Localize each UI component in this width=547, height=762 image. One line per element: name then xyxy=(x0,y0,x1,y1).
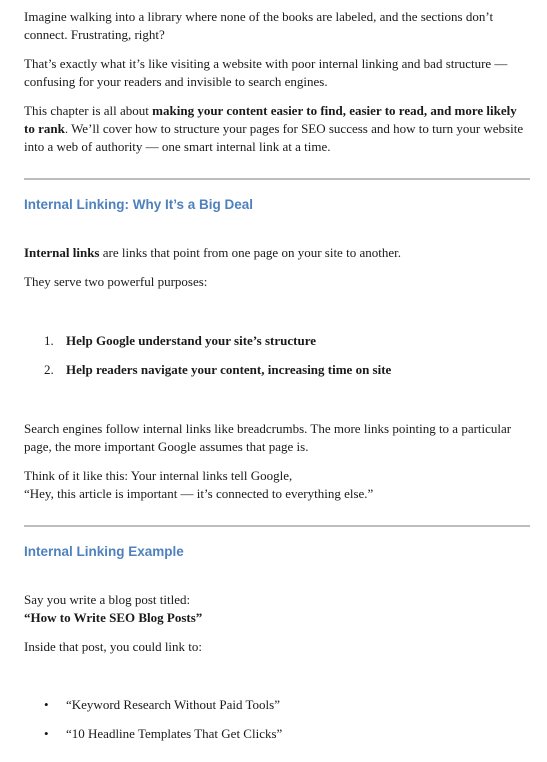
list-item xyxy=(24,725,524,743)
blog-post-title: “How to Write SEO Blog Posts” xyxy=(24,610,203,625)
say-paragraph xyxy=(24,591,524,627)
definition-text: are links that point from one page on your site to another. xyxy=(99,245,401,260)
think-line-2: “Hey, this article is important — it’s connected to everything else.” xyxy=(24,486,374,501)
list-item xyxy=(24,332,524,350)
intro-paragraph-2: That’s exactly what it’s like visiting a website with poor internal linking and bad structure — confusing for your readers and invisible to search engines. xyxy=(24,56,508,89)
bullet-icon: • xyxy=(44,726,49,741)
list-number: 1. xyxy=(44,333,54,348)
example-links-list xyxy=(24,696,524,743)
section-heading-internal-linking: Internal Linking: Why It’s a Big Deal xyxy=(24,197,254,212)
definition-paragraph xyxy=(24,244,524,262)
purposes-list xyxy=(24,332,524,379)
intro-p3-bold: making your content easier to find, easier to read, and more likely to rank xyxy=(24,103,517,136)
think-line-1: Think of it like this: Your internal links tell Google, xyxy=(24,468,293,483)
section-divider-2 xyxy=(24,525,530,527)
intro-p3-start: This chapter is all about xyxy=(24,103,153,118)
list-item xyxy=(24,361,524,379)
document-page xyxy=(24,8,524,754)
bullet-icon: • xyxy=(44,697,49,712)
list-item-text: “Keyword Research Without Paid Tools” xyxy=(66,697,280,712)
think-paragraph xyxy=(24,467,524,503)
list-item-text: Help Google understand your site’s structure xyxy=(66,333,317,348)
intro-paragraph-1: Imagine walking into a library where none of the books are labeled, and the sections don’t connect. Frustrating, right? xyxy=(24,9,494,42)
say-line: Say you write a blog post titled: xyxy=(24,592,191,607)
intro-p3-end: . We’ll cover how to structure your pages for SEO success and how to turn your website into a web of authority — one smart internal link at a time. xyxy=(24,121,524,154)
inside-paragraph: Inside that post, you could link to: xyxy=(24,639,203,654)
list-item xyxy=(24,696,524,714)
intro-paragraph-3 xyxy=(24,102,524,156)
purposes-paragraph: They serve two powerful purposes: xyxy=(24,274,208,289)
definition-term: Internal links xyxy=(24,245,100,260)
list-item-text: Help readers navigate your content, increasing time on site xyxy=(66,362,392,377)
section-divider-1 xyxy=(24,178,530,180)
list-item-text: “10 Headline Templates That Get Clicks” xyxy=(66,726,283,741)
breadcrumbs-paragraph: Search engines follow internal links like breadcrumbs. The more links pointing to a particular page, the more important Google assumes that page is. xyxy=(24,421,512,454)
list-number: 2. xyxy=(44,362,54,377)
section-heading-example: Internal Linking Example xyxy=(24,544,184,559)
